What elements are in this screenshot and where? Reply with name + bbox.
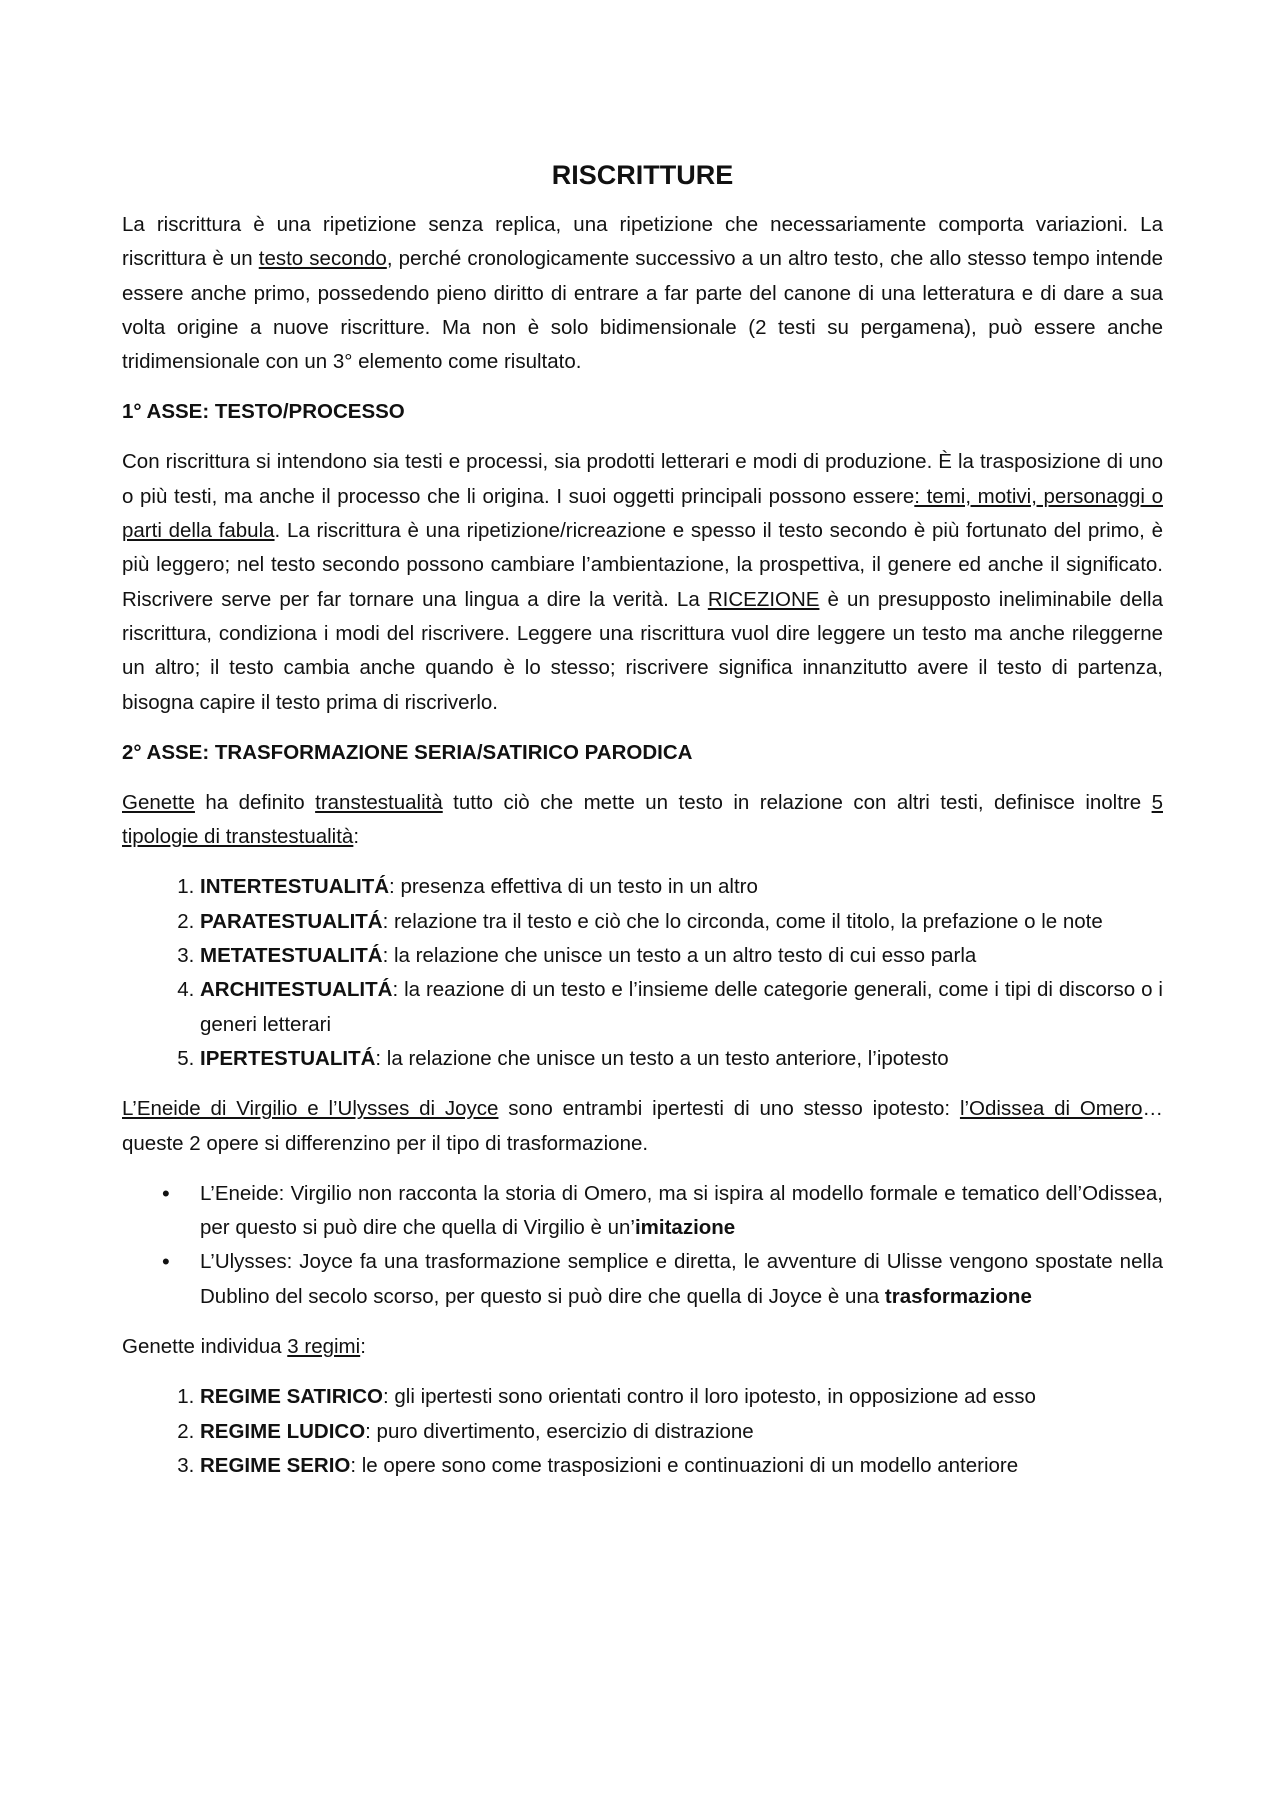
section1-text-2: . La riscrittura è una ripetizione/ricreazione e spesso il testo secondo è più fortunato del primo, è più leggero; nel testo secondo possono cambiare l’ambientazione, la prospettiva, il genere ed anche il significato. Riscrivere serve per far tornare una lingua a dire la verità. La	[122, 519, 1163, 611]
bullet-text: L’Eneide: Virgilio non racconta la storia di Omero, ma si ispira al modello formale e tematico dell’Odissea, per questo si può dire che quella di Virgilio è un’	[200, 1181, 1163, 1240]
list-item	[200, 870, 1163, 904]
section2-paragraph-3	[122, 1330, 1163, 1364]
section2-p2-text-1: sono entrambi ipertesti di uno stesso ipotesto:	[498, 1097, 960, 1121]
list-item	[200, 1415, 1163, 1449]
bullet-bold-term: imitazione	[634, 1216, 736, 1240]
document-title: RISCRITTURE	[551, 160, 734, 190]
bullet-bold-term: trasformazione	[884, 1284, 1032, 1308]
list-item	[200, 939, 1163, 973]
type-desc: : la relazione che unisce un testo a un testo anteriore, l’ipotesto	[375, 1046, 949, 1070]
type-term: PARATESTUALITÁ	[200, 909, 383, 933]
section1-paragraph	[122, 445, 1163, 719]
regime-term: REGIME SATIRICO	[200, 1385, 383, 1409]
type-term: ARCHITESTUALITÁ	[200, 978, 393, 1002]
section2-p1-text-2: tutto ciò che mette un testo in relazione con altri testi, definisce inoltre	[442, 790, 1152, 814]
bullet-item	[200, 1177, 1163, 1246]
transformation-bullet-list	[122, 1177, 1163, 1314]
type-term: METATESTUALITÁ	[200, 944, 383, 968]
transtestualita-types-list	[122, 870, 1163, 1076]
section2-p2-text-2: … queste 2 opere si differenzino per il tipo di trasformazione.	[122, 1097, 1163, 1155]
transtestualita-term: transtestualità	[315, 790, 443, 814]
intro-paragraph	[122, 208, 1163, 379]
section1-text-1: Con riscrittura si intendono sia testi e processi, sia prodotti letterari e modi di produzione. È la trasposizione di uno o più testi, ma anche il processo che li origina. I suoi oggetti principali possono essere	[122, 450, 1163, 508]
list-item	[200, 905, 1163, 939]
section1-underlined-1: : temi, motivi, personaggi o parti della fabula	[122, 484, 1163, 543]
section1-heading: 1° ASSE: TESTO/PROCESSO	[122, 400, 405, 424]
bullet-text: L’Ulysses: Joyce fa una trasformazione semplice e diretta, le avventure di Ulisse vengono spostate nella Dublino del secolo scorso, per questo si può dire che quella di Joyce è una	[200, 1250, 1163, 1308]
type-desc: : la relazione che unisce un testo a un altro testo di cui esso parla	[382, 944, 977, 968]
list-item	[200, 1449, 1163, 1483]
section2-p1-text-1: ha definito	[194, 790, 316, 814]
intro-text-2: , perché cronologicamente successivo a un altro testo, che allo stesso tempo intende essere anche primo, possedendo pieno diritto di entrare a far parte del canone di una letteratura e di dare a sua volta origine a nuove riscritture. Ma non è solo bidimensionale (2 testi su pergamena), può essere anche tridimensionale con un 3° elemento come risultato.	[122, 247, 1163, 374]
section2-paragraph-2	[122, 1092, 1163, 1161]
odissea-term: l’Odissea di Omero	[959, 1097, 1143, 1121]
section2-p1-text-3: :	[353, 825, 360, 849]
type-term: IPERTESTUALITÁ	[200, 1046, 376, 1070]
type-desc: : la reazione di un testo e l’insieme delle categorie generali, come i tipi di discorso o i generi letterari	[200, 978, 1163, 1036]
bullet-item	[200, 1245, 1163, 1314]
eneide-ulysses-term: L’Eneide di Virgilio e l’Ulysses di Joyce	[122, 1097, 499, 1121]
section1-underlined-2: RICEZIONE	[707, 587, 820, 611]
section2-p3-text-1: Genette individua	[122, 1335, 288, 1359]
section2-p3-text-2: :	[360, 1335, 366, 1359]
intro-text-1: La riscrittura è una ripetizione senza replica, una ripetizione che necessariamente comporta variazioni. La riscrittura è un	[122, 213, 1163, 271]
regime-desc: : puro divertimento, esercizio di distrazione	[365, 1419, 754, 1443]
regime-term: REGIME LUDICO	[200, 1419, 366, 1443]
regimes-list	[122, 1380, 1163, 1483]
genette-term: Genette	[122, 790, 195, 814]
section1-text-3: è un presupposto ineliminabile della riscrittura, condiziona i modi del riscrivere. Leggere una riscrittura vuol dire leggere un testo ma anche rileggerne un altro; il testo cambia anche quando è lo stesso; riscrivere significa innanzitutto avere il testo di partenza, bisogna capire il testo prima di riscriverlo.	[122, 587, 1163, 714]
type-desc: : relazione tra il testo e ciò che lo circonda, come il titolo, la prefazione o le note	[382, 909, 1103, 933]
section2-paragraph-1	[122, 786, 1163, 855]
regimi-term: 3 regimi	[287, 1335, 361, 1359]
list-item	[200, 1042, 1163, 1076]
type-term: INTERTESTUALITÁ	[200, 875, 390, 899]
section2-heading: 2° ASSE: TRASFORMAZIONE SERIA/SATIRICO PARODICA	[122, 740, 693, 764]
regime-desc: : le opere sono come trasposizioni e continuazioni di un modello anteriore	[350, 1453, 1019, 1477]
intro-underlined-term: testo secondo	[258, 247, 387, 271]
tipologie-term: 5 tipologie di transtestualità	[122, 790, 1163, 849]
list-item	[200, 973, 1163, 1042]
list-item	[200, 1380, 1163, 1414]
regime-desc: : gli ipertesti sono orientati contro il loro ipotesto, in opposizione ad esso	[383, 1385, 1036, 1409]
regime-term: REGIME SERIO	[200, 1453, 351, 1477]
type-desc: : presenza effettiva di un testo in un altro	[389, 875, 758, 899]
